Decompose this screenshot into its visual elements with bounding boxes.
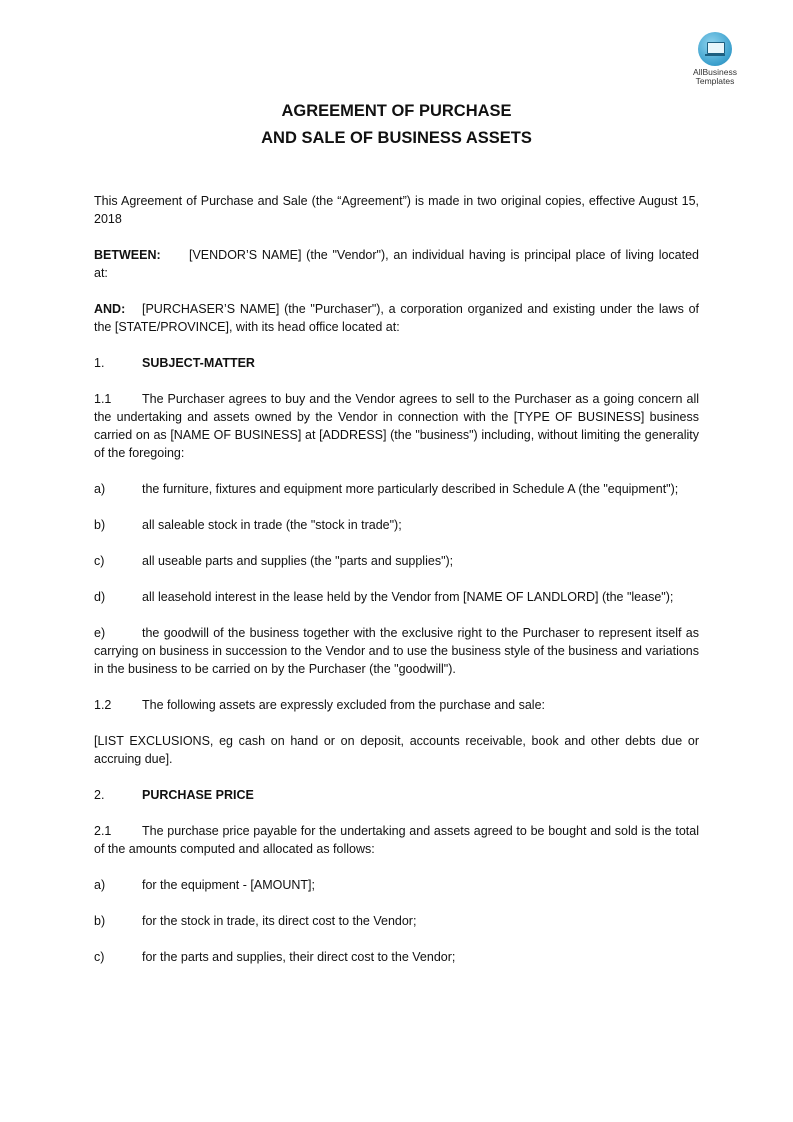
list-item: c) for the parts and supplies, their direct cost to the Vendor; [94, 950, 456, 964]
intro-paragraph: This Agreement of Purchase and Sale (the “Agreement”) is made in two original copies, effective August 15, 2018 [94, 194, 699, 226]
between-text: [VENDOR’S NAME] (the "Vendor"), an individual having is principal place of living located at: [94, 248, 699, 280]
logo-text: AllBusiness Templates [693, 67, 737, 86]
document-body [94, 192, 699, 984]
section-2-heading: 2. PURCHASE PRICE [94, 788, 254, 802]
clause-2-1: 2.1 The purchase price payable for the undertaking and assets agreed to be bought and sold is the total of the amounts computed and allocated as follows: [94, 824, 699, 856]
and-paragraph [94, 300, 699, 336]
list-item: a) for the equipment - [AMOUNT]; [94, 878, 315, 892]
clause-1-1: 1.1 The Purchaser agrees to buy and the Vendor agrees to sell to the Purchaser as a going concern all the undertaking and assets owned by the Vendor in connection with the [TYPE OF BUSINESS] business carried on as [NAME OF BUSINESS] at [ADDRESS] (the "business") including, without limiting the generality of the foregoing: [94, 392, 699, 460]
list-item: b) for the stock in trade, its direct cost to the Vendor; [94, 914, 417, 928]
document-title [0, 98, 793, 152]
list-item: c) all useable parts and supplies (the "parts and supplies"); [94, 554, 454, 568]
and-text: [PURCHASER’S NAME] (the "Purchaser"), a corporation organized and existing under the laws of the [STATE/PROVINCE], with its head office located at: [94, 302, 699, 334]
clause-1-2: 1.2 The following assets are expressly excluded from the purchase and sale: [94, 698, 545, 712]
and-label: AND: [94, 302, 126, 316]
exclusions-paragraph: [LIST EXCLUSIONS, eg cash on hand or on deposit, accounts receivable, book and other debts due or accruing due]. [94, 734, 699, 766]
laptop-icon [698, 32, 732, 66]
section-1-heading: 1. SUBJECT-MATTER [94, 356, 255, 370]
list-item: a) the furniture, fixtures and equipment more particularly described in Schedule A (the "equipment"); [94, 482, 679, 496]
allbusiness-logo [683, 32, 747, 86]
title-line-2: AND SALE OF BUSINESS ASSETS [261, 129, 532, 147]
between-label: BETWEEN: [94, 248, 161, 262]
list-item: d) all leasehold interest in the lease held by the Vendor from [NAME OF LANDLORD] (the "lease"); [94, 590, 674, 604]
list-item: b) all saleable stock in trade (the "stock in trade"); [94, 518, 402, 532]
between-paragraph [94, 246, 699, 282]
title-line-1: AGREEMENT OF PURCHASE [281, 102, 512, 120]
list-item: e) the goodwill of the business together with the exclusive right to the Purchaser to represent itself as carrying on business in succession to the Vendor and to use the business style of the business and variations in the business to be carried on by the Purchaser (the "goodwill"). [94, 626, 699, 676]
